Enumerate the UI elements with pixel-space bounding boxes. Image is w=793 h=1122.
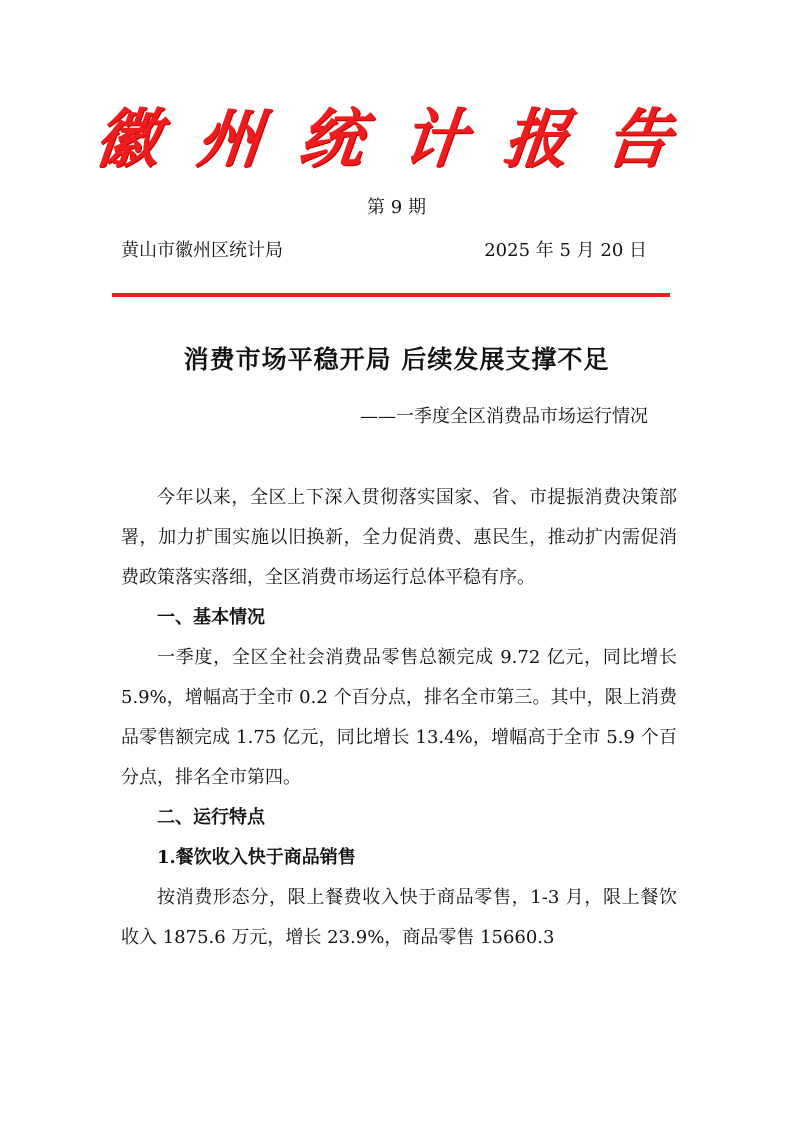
masthead-title (91, 100, 674, 180)
masthead-char: 告 (602, 102, 674, 177)
masthead-char: 计 (397, 102, 470, 177)
masthead-char: 州 (193, 102, 266, 177)
masthead-char: 报 (499, 102, 572, 177)
issuing-organization: 黄山市徽州区统计局 (121, 240, 283, 261)
masthead-char: 统 (295, 102, 368, 177)
issue-number: 第 9 期 (367, 197, 426, 218)
report-title: 消费市场平稳开局 后续发展支撑不足 (183, 345, 610, 374)
section-heading-features: 二、运行特点 (157, 807, 265, 828)
report-subtitle: ——一季度全区消费品市场运行情况 (360, 406, 648, 427)
red-divider (112, 293, 670, 297)
basic-situation-paragraph: 一季度，全区全社会消费品零售总额完成 9.72 亿元，同比增长 5.9%，增幅高于全市 0.2 个百分点，排名全市第三。其中，限上消费品零售额完成 1.75 亿元，同比增长 13.4%，增幅高于全市 5.9 个百分点，排名全市第四。 (121, 647, 677, 788)
masthead-char: 徽 (91, 102, 163, 177)
subsection-heading-catering: 1.餐饮收入快于商品销售 (157, 847, 356, 868)
section-heading-basic: 一、基本情况 (157, 607, 265, 628)
intro-paragraph: 今年以来，全区上下深入贯彻落实国家、省、市提振消费决策部署，加力扩围实施以旧换新，全力促消费、惠民生，推动扩内需促消费政策落实落细，全区消费市场运行总体平稳有序。 (121, 487, 677, 588)
issue-date: 2025 年 5 月 20 日 (484, 240, 647, 261)
catering-paragraph: 按消费形态分，限上餐费收入快于商品零售，1-3 月，限上餐饮收入 1875.6 万元，增长 23.9%，商品零售 15660.3 (121, 887, 677, 948)
report-body (121, 478, 677, 958)
